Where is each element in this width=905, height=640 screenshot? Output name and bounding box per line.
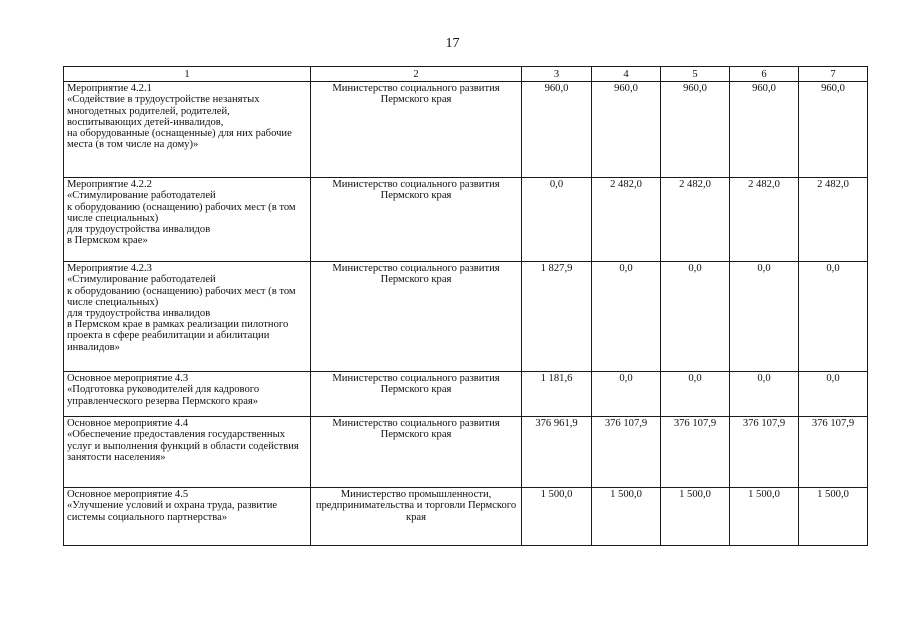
table-row: [64, 82, 868, 178]
budget-table: [63, 66, 868, 546]
value-cell: 1 500,0: [730, 488, 799, 546]
value-cell: 0,0: [661, 262, 730, 372]
value-cell: 960,0: [730, 82, 799, 178]
value-cell: 0,0: [592, 262, 661, 372]
value-cell: 960,0: [799, 82, 868, 178]
executor-cell: Министерство социального развития Пермского края: [311, 178, 522, 262]
value-cell: 376 107,9: [661, 417, 730, 488]
value-cell: 960,0: [592, 82, 661, 178]
value-cell: 2 482,0: [799, 178, 868, 262]
value-cell: 1 181,6: [522, 372, 592, 417]
executor-cell: Министерство социального развития Пермского края: [311, 262, 522, 372]
value-cell: 0,0: [799, 262, 868, 372]
value-cell: 0,0: [661, 372, 730, 417]
event-cell: Основное мероприятие 4.3 «Подготовка руководителей для кадрового управленческого резерва Пермского края»: [64, 372, 311, 417]
column-header: 7: [799, 67, 868, 82]
table-row: [64, 178, 868, 262]
executor-cell: Министерство промышленности, предпринимательства и торговли Пермского края: [311, 488, 522, 546]
value-cell: 0,0: [730, 262, 799, 372]
value-cell: 376 107,9: [730, 417, 799, 488]
value-cell: 0,0: [730, 372, 799, 417]
page-number: 17: [445, 36, 460, 51]
table-row: [64, 262, 868, 372]
value-cell: 0,0: [799, 372, 868, 417]
event-cell: Основное мероприятие 4.4 «Обеспечение предоставления государственных услуг и выполнения функций в области содействия занятости населения»: [64, 417, 311, 488]
value-cell: 2 482,0: [592, 178, 661, 262]
table-row: [64, 372, 868, 417]
column-header: 2: [311, 67, 522, 82]
executor-cell: Министерство социального развития Пермского края: [311, 417, 522, 488]
value-cell: 2 482,0: [661, 178, 730, 262]
executor-cell: Министерство социального развития Пермского края: [311, 372, 522, 417]
event-cell: Мероприятие 4.2.1 «Содействие в трудоустройстве незанятых многодетных родителей, родителей, воспитывающих детей-инвалидов, на оборудованные (оснащенные) для них рабочие места (в том числе на дому)»: [64, 82, 311, 178]
header-row: [64, 67, 868, 82]
value-cell: 2 482,0: [730, 178, 799, 262]
table-row: [64, 417, 868, 488]
value-cell: 1 500,0: [522, 488, 592, 546]
value-cell: 376 107,9: [799, 417, 868, 488]
value-cell: 1 827,9: [522, 262, 592, 372]
event-cell: Основное мероприятие 4.5 «Улучшение условий и охрана труда, развитие системы социального партнерства»: [64, 488, 311, 546]
column-header: 5: [661, 67, 730, 82]
value-cell: 960,0: [661, 82, 730, 178]
column-header: 4: [592, 67, 661, 82]
value-cell: 376 107,9: [592, 417, 661, 488]
value-cell: 0,0: [522, 178, 592, 262]
value-cell: 376 961,9: [522, 417, 592, 488]
executor-cell: Министерство социального развития Пермского края: [311, 82, 522, 178]
value-cell: 1 500,0: [661, 488, 730, 546]
column-header: 6: [730, 67, 799, 82]
value-cell: 1 500,0: [799, 488, 868, 546]
value-cell: 0,0: [592, 372, 661, 417]
column-header: 3: [522, 67, 592, 82]
value-cell: 1 500,0: [592, 488, 661, 546]
event-cell: Мероприятие 4.2.2 «Стимулирование работодателей к оборудованию (оснащению) рабочих мест (в том числе специальных) для трудоустройства инвалидов в Пермском крае»: [64, 178, 311, 262]
value-cell: 960,0: [522, 82, 592, 178]
column-header: 1: [64, 67, 311, 82]
table-row: [64, 488, 868, 546]
event-cell: Мероприятие 4.2.3 «Стимулирование работодателей к оборудованию (оснащению) рабочих мест (в том числе специальных) для трудоустройства инвалидов в Пермском крае в рамках реализации пилотного проекта в сфере реабилитации и абилитации инвалидов»: [64, 262, 311, 372]
